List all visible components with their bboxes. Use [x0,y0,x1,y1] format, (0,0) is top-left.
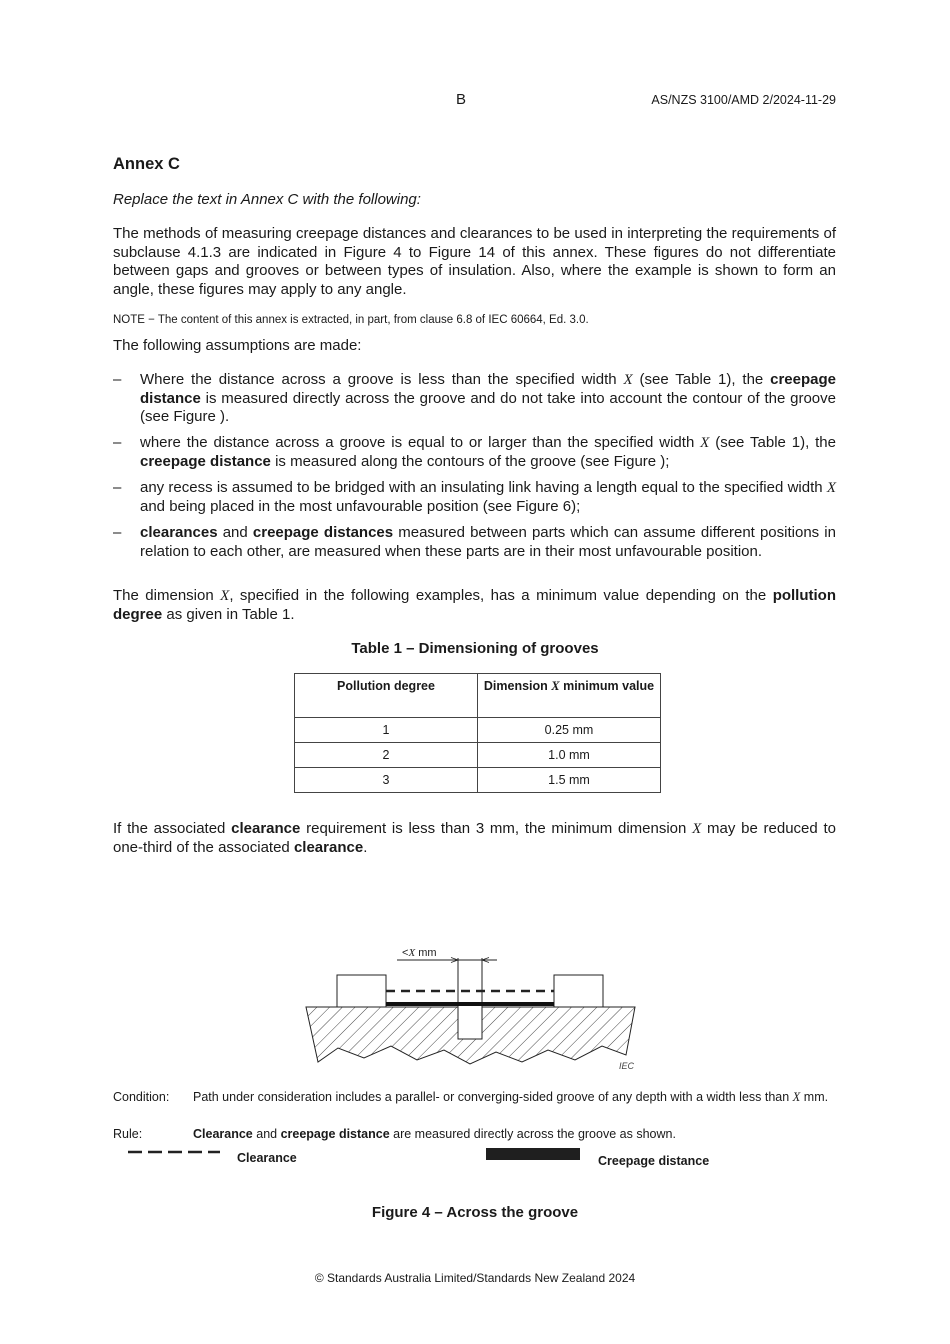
groove-figure [300,940,645,1075]
bullet-marker: – [113,434,122,451]
bullet-marker: – [113,371,122,388]
condition-label: Condition: [113,1090,170,1104]
legend-creepage: Creepage distance [598,1154,710,1168]
annex-title: Annex C [113,155,180,173]
creepage-legend-icon [486,1148,580,1160]
table-row [295,743,661,768]
bullet-4 [113,524,836,561]
bullet-3 [113,479,836,516]
instruction-text: Replace the text in Annex C with the following: [113,191,421,208]
dimension-label: <X mm [402,947,437,959]
clearance-legend-icon [128,1146,223,1158]
conductor-left [337,975,386,1007]
note: NOTE − The content of this annex is extracted, in part, from clause 6.8 of IEC 60664, Ed. 3.0. [113,314,589,326]
cell-value: 1.5 mm [478,768,661,793]
table-row [295,718,661,743]
bullet-1 [113,371,836,427]
bullet-2-text: where the distance across a groove is equal to or larger than the specified width X (see Table 1), the creepage distance is measured along the contours of the groove (see Figure ); [140,434,836,470]
table-title: Table 1 – Dimensioning of grooves [351,640,599,657]
page-letter: B [456,91,467,108]
intro-paragraph: The methods of measuring creepage distances and clearances to be used in interpreting the requirements of subclause 4.1.3 are indicated in Figure 4 to Figure 14 of this annex. These figures do not differentiate between gaps and grooves or between types of insulation. Also, where the example is shown to form an angle, these figures may apply to any angle. [113,225,836,298]
reduction-paragraph: If the associated clearance requirement is less than 3 mm, the minimum dimension X may be reduced to one-third of the associated clearance. [113,820,836,856]
bullet-marker: – [113,479,122,496]
cell-degree: 2 [295,743,478,768]
conductor-right [554,975,603,1007]
bullet-2 [113,434,836,471]
rule-text: Clearance and creepage distance are measured directly across the groove as shown. [193,1127,676,1141]
copyright-footer: © Standards Australia Limited/Standards New Zealand 2024 [314,1271,636,1285]
iec-mark: IEC [619,1061,635,1071]
table-header-row [295,674,661,718]
legend-clearance: Clearance [237,1151,297,1165]
cell-degree: 1 [295,718,478,743]
standard-id: AS/NZS 3100/AMD 2/2024-11-29 [651,93,836,107]
rule-label: Rule: [113,1127,143,1141]
figure-caption: Figure 4 – Across the groove [371,1204,579,1221]
condition-text: Path under consideration includes a parallel- or converging-sided groove of any depth with a width less than X mm. [193,1090,829,1104]
dimension-paragraph: The dimension X, specified in the following examples, has a minimum value depending on the pollution degree as given in Table 1. [113,587,836,623]
header-dimension-x: Dimension X minimum value [478,674,661,718]
cell-value: 1.0 mm [478,743,661,768]
header-pollution-degree: Pollution degree [295,674,478,718]
cell-degree: 3 [295,768,478,793]
bullet-marker: – [113,524,122,541]
cell-value: 0.25 mm [478,718,661,743]
bullet-4-text: clearances and creepage distances measured between parts which can assume different positions in relation to each other, are measured when these parts are in their most unfavourable position. [140,524,836,560]
bullet-1-text: Where the distance across a groove is less than the specified width X (see Table 1), the creepage distance is measured directly across the groove and do not take into account the contour of the groove (see Figure ). [140,371,836,425]
assumptions-intro: The following assumptions are made: [113,337,362,354]
bullet-3-text: any recess is assumed to be bridged with an insulating link having a length equal to the specified width X and being placed in the most unfavourable position (see Figure 6); [140,479,836,515]
substrate [306,1007,635,1064]
grooves-table [294,673,661,793]
table-row [295,768,661,793]
